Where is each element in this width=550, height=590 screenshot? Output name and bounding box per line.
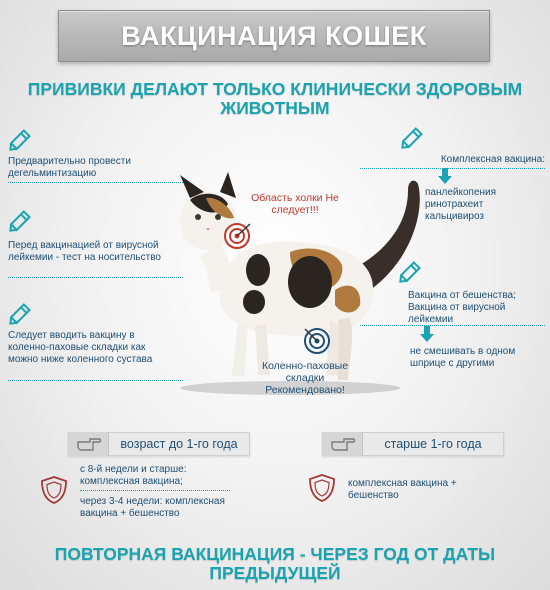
withers-label: Область холки Не следует!!! xyxy=(251,192,339,216)
title-banner xyxy=(58,10,490,62)
page-title: ВАКЦИНАЦИЯ КОШЕК xyxy=(121,20,427,51)
age-under-1-item-1: с 8-й недели и старше: комплексная вакцина; xyxy=(80,464,187,487)
pencil-icon xyxy=(6,124,36,154)
shield-icon xyxy=(308,473,336,503)
age-over-1-box xyxy=(322,432,504,456)
pencil-icon xyxy=(6,205,36,235)
shield-icon xyxy=(40,475,68,505)
age-over-1-item-1: комплексная вакцина + бешенство xyxy=(348,478,457,501)
pencil-icon xyxy=(398,122,428,152)
footer-note: ПОВТОРНАЯ ВАКЦИНАЦИЯ - ЧЕРЕЗ ГОД ОТ ДАТЫ ПРЕДЫДУЩЕЙ xyxy=(54,544,496,583)
target-icon xyxy=(223,222,251,250)
rabies-warning: не смешивать в одном шприце с другими xyxy=(410,346,516,369)
age-over-1-label: старше 1-го года xyxy=(384,437,482,451)
rabies-vaccine-title: Вакцина от бешенства; Вакцина от вирусной лейкемии xyxy=(408,290,516,325)
knee-label: Коленно-паховые складки Рекомендовано! xyxy=(261,360,349,396)
complex-vaccine-items: панлейкопения ринотрахеит кальцивироз xyxy=(425,187,497,222)
left-note-3: Следует вводить вакцину в коленно-паховые складки как можно ниже коленного сустава xyxy=(8,330,153,365)
left-note-2: Перед вакцинацией от вирусной лейкемии - тест на носительство xyxy=(8,240,161,263)
hand-pointer-icon xyxy=(69,432,109,456)
age-under-1-label: возраст до 1-го года xyxy=(120,437,238,451)
divider xyxy=(80,490,230,491)
target-icon xyxy=(303,327,331,355)
pencil-icon xyxy=(6,298,36,328)
age-under-1-item-2: через 3-4 недели: комплексная вакцина + бешенство xyxy=(80,496,225,519)
divider xyxy=(360,168,545,169)
page-subtitle: ПРИВИВКИ ДЕЛАЮТ ТОЛЬКО КЛИНИЧЕСКИ ЗДОРОВЫМ ЖИВОТНЫМ xyxy=(27,79,523,118)
hand-pointer-icon xyxy=(323,432,363,456)
left-note-1: Предварительно провести дегельминтизацию xyxy=(8,156,131,179)
complex-vaccine-title: Комплексная вакцина: xyxy=(440,154,545,165)
age-under-1-box xyxy=(68,432,250,456)
arrow-down-icon xyxy=(438,168,452,184)
